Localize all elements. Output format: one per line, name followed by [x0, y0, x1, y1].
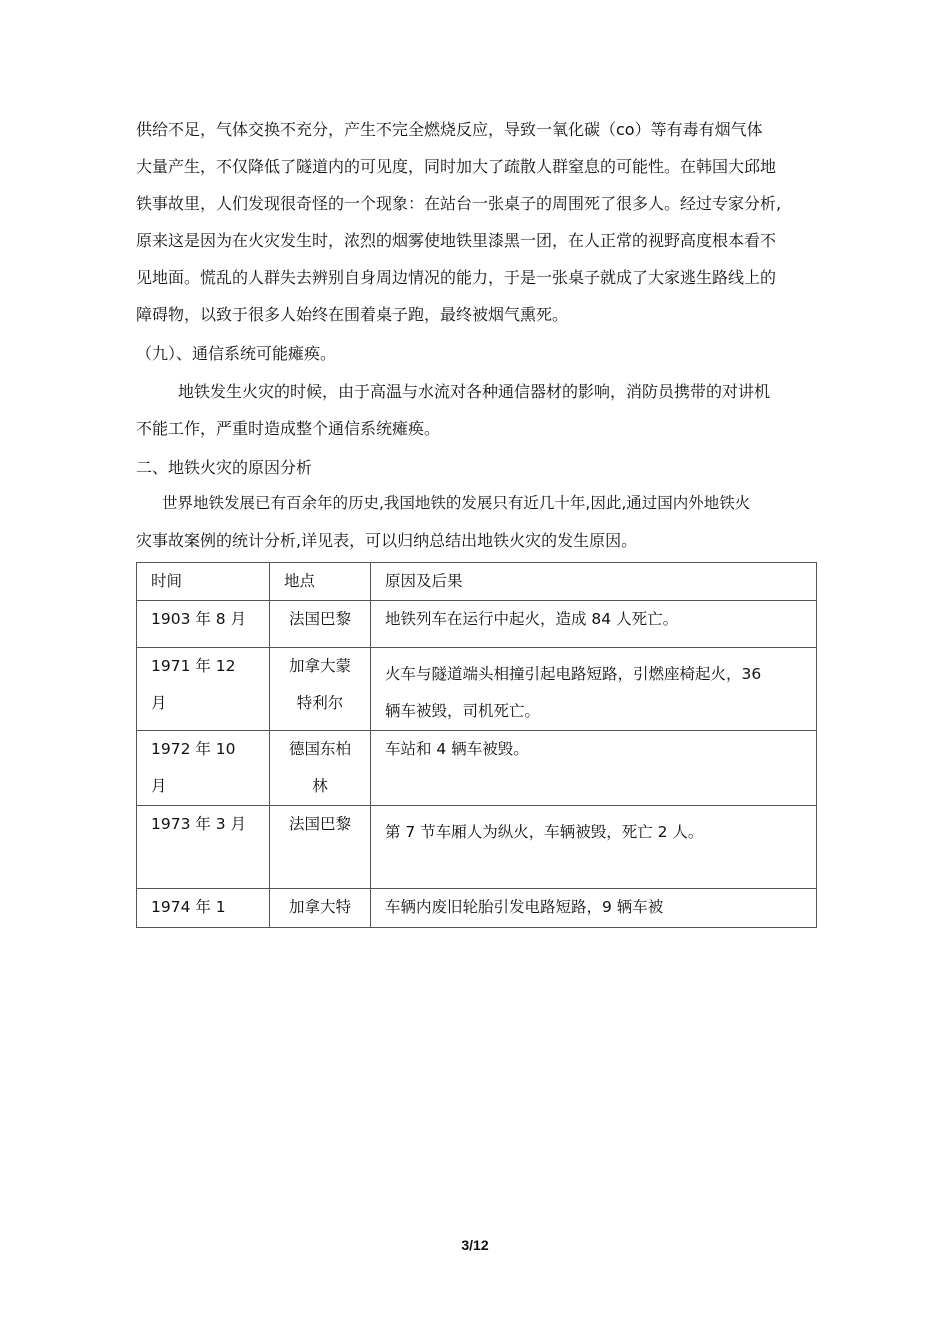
- table-row: [137, 731, 817, 806]
- cell-text: 1971 年 12: [151, 657, 236, 675]
- table-cell-cause: [371, 601, 817, 648]
- fire-events-table: [136, 562, 817, 928]
- text-line: 障碍物，以致于很多人始终在围着桌子跑，最终被烟气熏死。: [136, 305, 569, 324]
- text-line: 二、地铁火灾的原因分析: [136, 458, 313, 477]
- table-header-place: 地点: [270, 563, 371, 601]
- cell-text: 特利尔: [296, 694, 344, 712]
- text-line: 不能工作，严重时造成整个通信系统瘫痪。: [136, 419, 441, 438]
- cell-text: 第 7 节车厢人为纵火，车辆被毁，死亡 2 人。: [385, 823, 704, 841]
- table-cell-cause: [371, 889, 817, 928]
- cell-text: 车辆内废旧轮胎引发电路短路，9 辆车被: [385, 898, 664, 916]
- body-paragraph-causes: [136, 485, 826, 559]
- text-line: 见地面。慌乱的人群失去辨别自身周边情况的能力，于是一张桌子就成了大家逃生路线上的: [136, 268, 777, 287]
- cell-text: 林: [312, 777, 328, 795]
- table-header-row: [137, 563, 817, 601]
- table-cell-time: [137, 648, 270, 731]
- text-line: 铁事故里，人们发现很奇怪的一个现象：在站台一张桌子的周围死了很多人。经过专家分析,: [136, 194, 782, 213]
- page-number: 3/12: [461, 1237, 489, 1253]
- table-cell-cause: [371, 806, 817, 889]
- table-cell-cause: [371, 731, 817, 806]
- cell-text: 月: [151, 777, 167, 795]
- section-subheading: [136, 335, 826, 372]
- cell-text: 加拿大蒙: [288, 657, 351, 675]
- body-paragraph-communication: [136, 373, 826, 447]
- table-cell-place: [270, 806, 371, 889]
- cell-text: 1973 年 3 月: [151, 815, 247, 833]
- table-header-cause: 原因及后果: [371, 563, 817, 601]
- section-heading: [136, 449, 826, 486]
- cell-text: 1972 年 10: [151, 740, 236, 758]
- cell-text: 月: [151, 694, 167, 712]
- table-cell-time: [137, 889, 270, 928]
- cell-text: 辆车被毁，司机死亡。: [385, 702, 541, 720]
- table-row: [137, 601, 817, 648]
- text-line: 灾事故案例的统计分析,详见表，可以归纳总结出地铁火灾的发生原因。: [136, 531, 638, 550]
- cell-text: 1974 年 1: [151, 898, 226, 916]
- text-line: 大量产生，不仅降低了隧道内的可见度，同时加大了疏散人群窒息的可能性。在韩国大邱地: [136, 157, 777, 176]
- table-cell-time: [137, 601, 270, 648]
- table-cell-place: [270, 601, 371, 648]
- cell-text: 德国东柏: [288, 740, 351, 758]
- cell-text: 地铁列车在运行中起火，造成 84 人死亡。: [385, 610, 679, 628]
- text-line: （九）、通信系统可能瘫痪。: [136, 344, 337, 363]
- table-row: [137, 806, 817, 889]
- body-paragraph-smoke: [136, 111, 826, 333]
- text-line: 供给不足，气体交换不充分，产生不完全燃烧反应，导致一氧化碳（co）等有毒有烟气体: [136, 120, 763, 139]
- cell-text: 法国巴黎: [288, 610, 351, 628]
- table-cell-time: [137, 731, 270, 806]
- cell-text: 法国巴黎: [288, 815, 351, 833]
- text-line: 世界地铁发展已有百余年的历史,我国地铁的发展只有近几十年,因此,通过国内外地铁火: [162, 494, 751, 512]
- table-cell-time: [137, 806, 270, 889]
- table-header-time: 时间: [137, 563, 270, 601]
- text-line: 原来这是因为在火灾发生时，浓烈的烟雾使地铁里漆黑一团，在人正常的视野高度根本看不: [136, 231, 777, 250]
- text-line: 地铁发生火灾的时候，由于高温与水流对各种通信器材的影响，消防员携带的对讲机: [178, 382, 771, 401]
- cell-text: 火车与隧道端头相撞引起电路短路，引燃座椅起火，36: [385, 665, 762, 683]
- table-cell-place: [270, 731, 371, 806]
- table-cell-place: [270, 648, 371, 731]
- cell-text: 车站和 4 辆车被毁。: [385, 740, 529, 758]
- table-cell-cause: [371, 648, 817, 731]
- table-cell-place: [270, 889, 371, 928]
- cell-text: 加拿大特: [288, 898, 351, 916]
- table-row: [137, 889, 817, 928]
- cell-text: 1903 年 8 月: [151, 610, 247, 628]
- table-row: [137, 648, 817, 731]
